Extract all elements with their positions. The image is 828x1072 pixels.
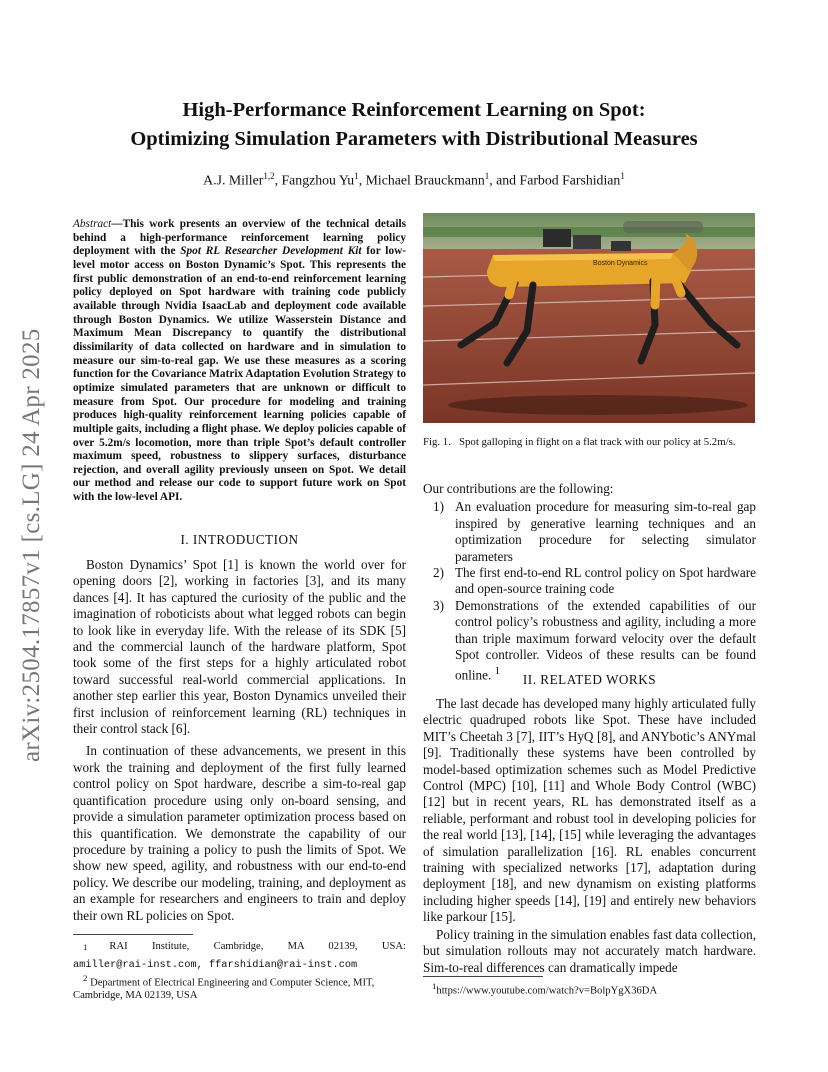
- author-name: Fangzhou Yu: [281, 172, 355, 188]
- author-affiliation: 1: [484, 171, 490, 181]
- abstract-dash: —: [111, 218, 123, 230]
- paragraph: The last decade has developed many highly articulated fully electric quadruped robots like Spot. These have included MIT’s Cheetah 3 [7], IIT’s HyQ [8], and ANYbotic’s ANYmal [9]. Traditionally these systems have been controlled by model-based optimization schemes such as Model Predictive Control (MPC) [10], [11] and Whole Body Control (WBC) [12] but in recent years, RL has demonstrated itself as a reliable, performant and robust tool in developing policies for the real world [13], [14], [15] while leveraging the advantages of simulation parallelization [16]. RL enables concurrent training with specialized networks [17], adaptation during deployment [18], and new dynamism on existing platforms including higher speeds [14], [19] and entirely new behaviors like parkour [15].: [423, 696, 756, 925]
- footnote-ref: 1: [494, 665, 501, 678]
- introduction-body: [73, 557, 406, 924]
- author-affiliation: 1,2: [263, 171, 275, 181]
- author-affiliation: 1: [620, 171, 625, 181]
- list-item: 2) The first end-to-end RL control policy on Spot hardware and open-source training code: [433, 565, 756, 597]
- section-heading-related-works: II. RELATED WORKS: [522, 672, 657, 687]
- title-line-1: High-Performance Reinforcement Learning on Spot:: [182, 99, 646, 121]
- paragraph: Policy training in the simulation enables fast data collection, but simulation rollouts may not accurately match hardware. Sim-to-real differences can dramatically impede: [423, 926, 756, 975]
- figure-caption-text: Spot galloping in flight on a flat track with our policy at 5.2m/s.: [459, 436, 736, 448]
- title-line-2: Optimizing Simulation Parameters with Distributional Measures: [130, 128, 698, 150]
- author-list: A.J. Miller$^{1,2}$, Fangzhou Yu$^1$, Michael Brauckmann$^1$, and Farbod Farshidian$^1$: [203, 171, 625, 188]
- footnote-url: $^1$https://www.youtube.com/watch?v=BolpYgX36DA: [432, 981, 658, 997]
- footnote-institution: RAI Institute, Cambridge, MA 02139, USA:: [109, 941, 406, 952]
- abstract-text-2: for low-level motor access on Boston Dynamic’s Spot. This represents the first public demonstration of an end-to-end reinforcement learning policy deployed on Spot hardware with training code publicly available through Nvidia IsaacLab and deployment code available through Boston Dynamics. We utilize Wasserstein Distance and Maximum Mean Discrepancy to quantify the distributional dissimilarity of data collected on hardware and in simulation to measure our sim-to-real gap. We use these measures as a scoring function for the Covariance Matrix Adaptation Evolution Strategy to optimize simulated parameters that are unknown or difficult to measure from Spot. Our procedure for modeling and training produces high-quality reinforcement learning policies capable of multiple gaits, including a flight phase. We deploy policies capable of over 5.2m/s locomotion, more than triple Spot’s default controller maximum speed, robustness to slippery surfaces, disturbance rejection, and overall agility previously unseen on Spot. We detail our method and release our code to support future work on Spot with the low-level API.: [73, 245, 407, 504]
- arxiv-stamp: arXiv:2504.17857v1 [cs.LG] 24 Apr 2025: [18, 328, 45, 762]
- abstract-text-1: This work presents an overview of the technical details behind a high-performance reinforcement learning policy deployment with the: [73, 218, 406, 258]
- figure-spot-robot: [423, 213, 755, 423]
- abstract-label: Abstract: [73, 218, 112, 230]
- footnote-department: Department of Electrical Engineering and Computer Science, MIT, Cambridge, MA 02139, USA: [73, 977, 375, 1002]
- section-heading-introduction: I. INTRODUCTION: [180, 532, 299, 547]
- paper-title: [60, 96, 768, 154]
- abstract-italic: Spot RL Researcher Development Kit: [180, 245, 362, 258]
- related-works-body: [423, 696, 756, 976]
- contributions-list: [423, 499, 756, 684]
- list-item: 1) An evaluation procedure for measuring sim-to-real gap inspired by generative learning techniques and an optimization procedure for selecting simulator parameters: [433, 499, 756, 564]
- abstract: [73, 218, 406, 505]
- paragraph: Boston Dynamics’ Spot [1] is known the world over for opening doors [2], working in factories [3], and its many dances [4]. It has captured the curiosity of the public and the imagination of roboticists about what legged robots can begin to look like in everyday life. With the release of its SDK [5] and the commercial launch of the hardware platform, Spot took some of the first steps for a highly articulated robot toward successful real-world commercial applications. In another step earlier this year, Boston Dynamics unveiled their first inclusion of reinforcement learning (RL) techniques in their control stack [6].: [73, 557, 406, 737]
- list-item: 3) Demonstrations of the extended capabilities of our control policy’s robustness and agility, including a more than triple maximum forward velocity over the default Spot controller. Videos of these results can be found online. $^1$: [433, 597, 756, 683]
- author-affiliation: 1: [354, 171, 359, 181]
- footnote-marker: 2: [83, 973, 88, 984]
- footnote-affiliations: [73, 941, 406, 1003]
- robot-brand-label: Boston Dynamics: [593, 260, 648, 267]
- footnote-emails: amiller@rai-inst.com, ffarshidian@rai-inst.com: [73, 959, 358, 972]
- author-name: Farbod Farshidian: [519, 172, 621, 188]
- spot-robot-photo: [423, 213, 755, 423]
- footnote-rule: [423, 976, 543, 977]
- figure-caption: [423, 436, 763, 448]
- contributions-intro: Our contributions are the following:: [423, 481, 614, 496]
- figure-caption-label: Fig. 1.: [423, 436, 451, 448]
- footnote-rule: [73, 934, 193, 935]
- paragraph: In continuation of these advancements, we present in this work the training and deployment of the first fully learned control policy on Spot hardware, describe a sim-to-real gap quantification procedure using only on-board sensing, and provide a simulation parameter optimization process based on this quantification. We demonstrate the capability of our procedure by training a policy to push the limits of Spot. We show new speed, agility, and robustness with our end-to-end policy. We describe our modeling, training, and deployment as an example for researchers and engineers to train and deploy their own RL policies on Spot.: [73, 743, 406, 923]
- video-url-link[interactable]: https://www.youtube.com/watch?v=BolpYgX36DA: [436, 985, 658, 997]
- author-name: A.J. Miller: [203, 172, 264, 188]
- contributions-block: [423, 481, 756, 684]
- author-name: Michael Brauckmann: [365, 172, 485, 188]
- footnote-marker: 1: [83, 942, 88, 952]
